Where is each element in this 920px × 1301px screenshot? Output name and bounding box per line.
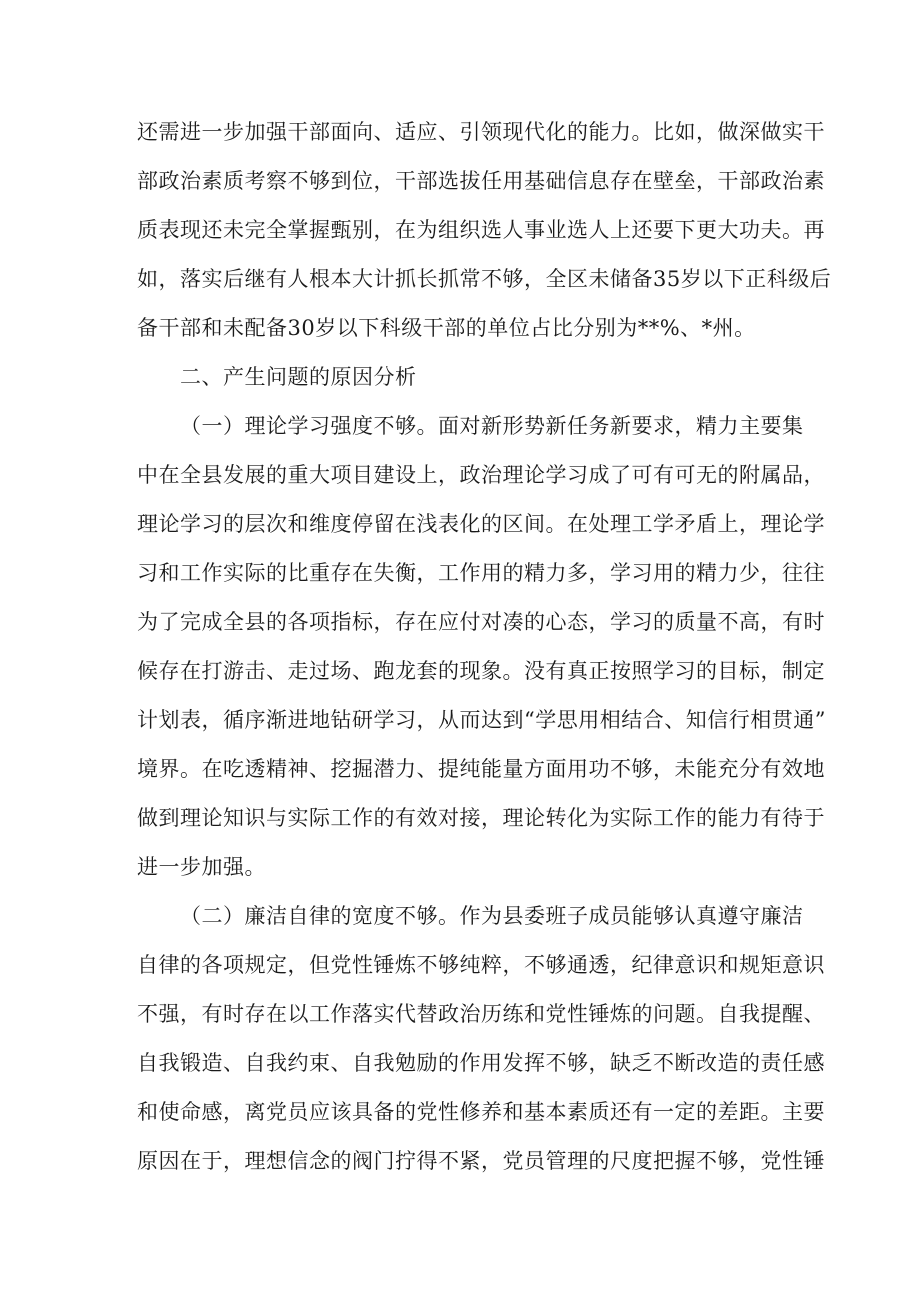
paragraph-line: （一）理论学习强度不够。面对新形势新任务新要求，精力主要集 — [180, 414, 804, 438]
paragraph-line: 还需进一步加强干部面向、适应、引领现代化的能力。比如，做深做实干 — [137, 120, 825, 144]
paragraph-line: 不强，有时存在以工作落实代替政治历练和党性锤炼的问题。自我提醒、 — [137, 1002, 825, 1026]
paragraph-line: 习和工作实际的比重存在失衡，工作用的精力多，学习用的精力少，往往 — [137, 561, 825, 585]
section-heading: 二、产生问题的原因分析 — [180, 365, 417, 389]
paragraph-line: 如，落实后继有人根本大计抓长抓常不够，全区未储备35岁以下正科级后 — [137, 267, 832, 291]
paragraph-line: 理论学习的层次和维度停留在浅表化的区间。在处理工学矛盾上，理论学 — [137, 512, 825, 536]
paragraph-line: 进一步加强。 — [137, 855, 266, 879]
paragraph-line: 计划表，循序渐进地钻研学习，从而达到“学思用相结合、知信行相贯通” — [137, 708, 826, 732]
paragraph-line: 备干部和未配备30岁以下科级干部的单位占比分别为**%、*州。 — [137, 316, 756, 340]
paragraph-line: 部政治素质考察不够到位，干部选拔任用基础信息存在壁垒，干部政治素 — [137, 169, 825, 193]
paragraph-line: 原因在于，理想信念的阀门拧得不紧，党员管理的尺度把握不够，党性锤 — [137, 1149, 825, 1173]
paragraph-line: 自律的各项规定，但党性锤炼不够纯粹，不够通透，纪律意识和规矩意识 — [137, 953, 825, 977]
paragraph-line: 自我锻造、自我约束、自我勉励的作用发挥不够，缺乏不断改造的责任感 — [137, 1051, 825, 1075]
paragraph-line: 中在全县发展的重大项目建设上，政治理论学习成了可有可无的附属品， — [137, 463, 825, 487]
paragraph-line: 质表现还未完全掌握甄别，在为组织选人事业选人上还要下更大功夫。再 — [137, 218, 825, 242]
paragraph-line: 做到理论知识与实际工作的有效对接，理论转化为实际工作的能力有待于 — [137, 806, 825, 830]
paragraph-line: 候存在打游击、走过场、跑龙套的现象。没有真正按照学习的目标，制定 — [137, 659, 825, 683]
paragraph-line: （二）廉洁自律的宽度不够。作为县委班子成员能够认真遵守廉洁 — [180, 904, 804, 928]
paragraph-line: 为了完成全县的各项指标，存在应付对凑的心态，学习的质量不高，有时 — [137, 610, 825, 634]
paragraph-line: 境界。在吃透精神、挖掘潜力、提纯能量方面用功不够，未能充分有效地 — [137, 757, 825, 781]
paragraph-line: 和使命感，离党员应该具备的党性修养和基本素质还有一定的差距。主要 — [137, 1100, 825, 1124]
